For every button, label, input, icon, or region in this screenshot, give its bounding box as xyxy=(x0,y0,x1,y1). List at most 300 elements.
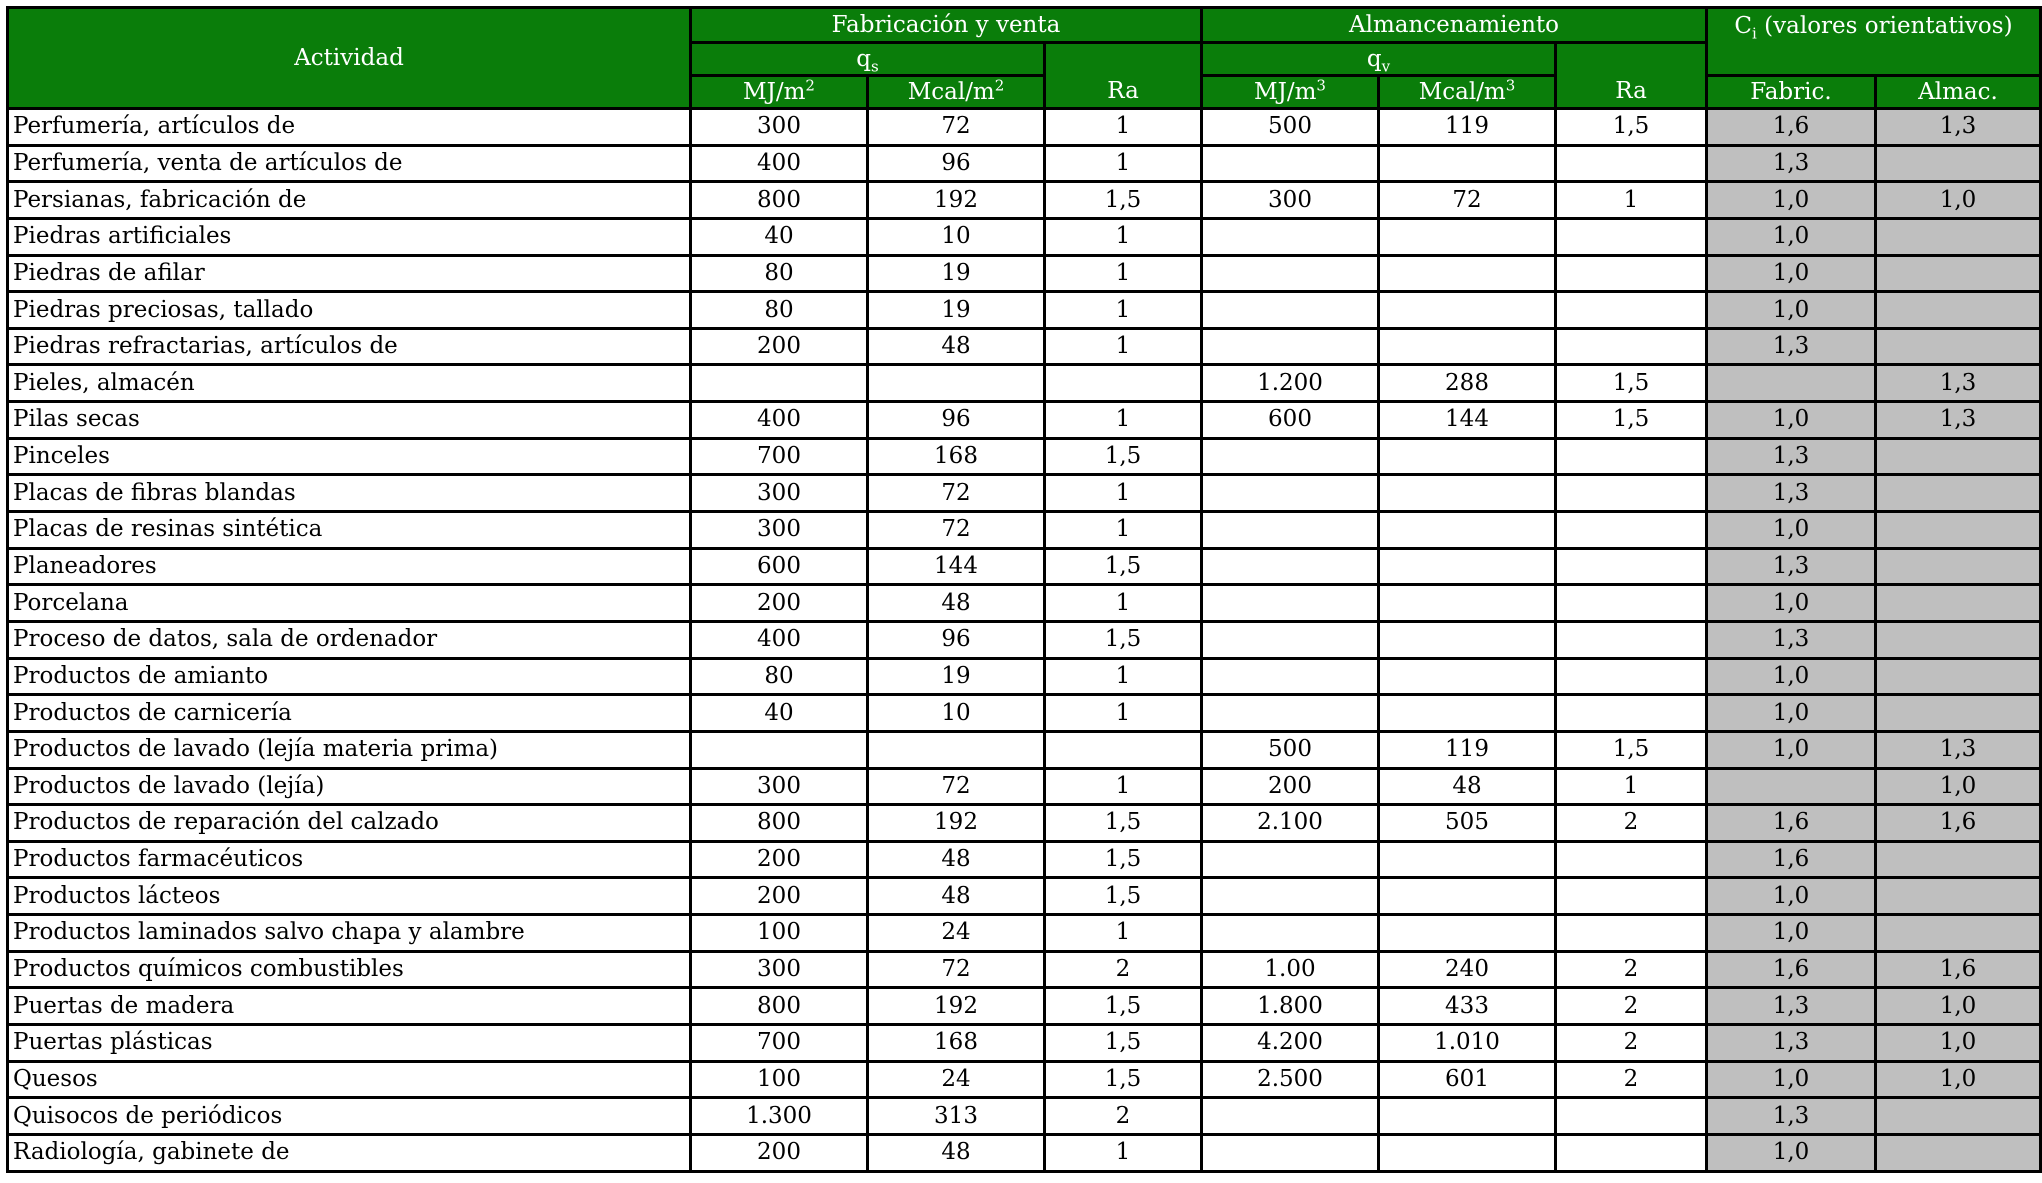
table-row xyxy=(8,255,2041,292)
actividad-cell: Puertas plásticas xyxy=(8,1025,691,1062)
table-row xyxy=(8,548,2041,585)
ci-almac-cell: 1,3 xyxy=(1876,731,2041,768)
table-row xyxy=(8,365,2041,402)
alm-mj-cell xyxy=(1202,475,1379,512)
fab-mj-cell xyxy=(691,731,868,768)
ci-almac-cell: 1,0 xyxy=(1876,1061,2041,1098)
alm-mcal-cell: 72 xyxy=(1379,182,1556,219)
table-body xyxy=(8,109,2041,1172)
fab-mj-cell: 300 xyxy=(691,951,868,988)
ci-fabric-cell: 1,0 xyxy=(1707,915,1876,952)
table-row xyxy=(8,915,2041,952)
fab-ra-cell: 1 xyxy=(1045,402,1202,439)
alm-ra-cell: 2 xyxy=(1556,988,1707,1025)
header-almacenamiento: Almancenamiento xyxy=(1202,8,1707,43)
actividad-cell: Persianas, fabricación de xyxy=(8,182,691,219)
fab-mcal-cell: 24 xyxy=(868,1061,1045,1098)
alm-mcal-cell xyxy=(1379,621,1556,658)
fab-mcal-cell: 10 xyxy=(868,218,1045,255)
alm-mj-cell: 200 xyxy=(1202,768,1379,805)
fab-ra-cell: 1,5 xyxy=(1045,1061,1202,1098)
ci-almac-cell xyxy=(1876,438,2041,475)
alm-mj-cell xyxy=(1202,1134,1379,1171)
fab-mcal-cell: 313 xyxy=(868,1098,1045,1135)
alm-ra-cell: 2 xyxy=(1556,805,1707,842)
fab-mj-cell: 300 xyxy=(691,512,868,549)
alm-ra-cell xyxy=(1556,512,1707,549)
fab-mj-cell: 80 xyxy=(691,255,868,292)
fab-ra-cell: 1,5 xyxy=(1045,438,1202,475)
ci-almac-cell: 1,3 xyxy=(1876,402,2041,439)
alm-ra-cell xyxy=(1556,695,1707,732)
alm-mj-cell xyxy=(1202,1098,1379,1135)
fab-ra-cell: 1 xyxy=(1045,109,1202,146)
ci-fabric-cell: 1,0 xyxy=(1707,585,1876,622)
fab-mj-cell: 200 xyxy=(691,878,868,915)
alm-ra-cell: 2 xyxy=(1556,1025,1707,1062)
ci-almac-cell xyxy=(1876,1098,2041,1135)
alm-mcal-cell xyxy=(1379,328,1556,365)
fab-mcal-cell: 168 xyxy=(868,438,1045,475)
header-qv: $q_v$ xyxy=(1202,43,1556,76)
fab-mcal-cell xyxy=(868,731,1045,768)
fab-mj-cell: 100 xyxy=(691,1061,868,1098)
fab-mj-cell: 80 xyxy=(691,292,868,329)
fab-mj-cell: 400 xyxy=(691,145,868,182)
fab-mj-cell: 300 xyxy=(691,475,868,512)
table-row xyxy=(8,218,2041,255)
alm-mcal-cell xyxy=(1379,878,1556,915)
alm-mj-cell xyxy=(1202,438,1379,475)
actividad-cell: Productos de amianto xyxy=(8,658,691,695)
table-row xyxy=(8,402,2041,439)
alm-ra-cell xyxy=(1556,438,1707,475)
table-row xyxy=(8,292,2041,329)
actividad-cell: Productos de carnicería xyxy=(8,695,691,732)
fab-mj-cell: 40 xyxy=(691,695,868,732)
alm-mcal-cell: 119 xyxy=(1379,109,1556,146)
table-row xyxy=(8,1134,2041,1171)
alm-mcal-cell xyxy=(1379,841,1556,878)
fab-mj-cell: 400 xyxy=(691,621,868,658)
alm-ra-cell: 1,5 xyxy=(1556,731,1707,768)
table-row xyxy=(8,621,2041,658)
ci-fabric-cell: 1,3 xyxy=(1707,328,1876,365)
alm-ra-cell xyxy=(1556,1098,1707,1135)
alm-ra-cell xyxy=(1556,255,1707,292)
fab-ra-cell: 1,5 xyxy=(1045,878,1202,915)
fab-mj-cell: 700 xyxy=(691,1025,868,1062)
fab-mj-cell: 300 xyxy=(691,768,868,805)
table-row xyxy=(8,1061,2041,1098)
fab-mj-cell: 200 xyxy=(691,1134,868,1171)
fab-ra-cell: 1 xyxy=(1045,658,1202,695)
alm-mj-cell xyxy=(1202,218,1379,255)
alm-mcal-cell xyxy=(1379,548,1556,585)
ci-almac-cell: 1,0 xyxy=(1876,988,2041,1025)
ci-fabric-cell: 1,0 xyxy=(1707,218,1876,255)
table-row xyxy=(8,658,2041,695)
fab-mcal-cell: 72 xyxy=(868,109,1045,146)
ci-fabric-cell: 1,0 xyxy=(1707,878,1876,915)
fab-ra-cell xyxy=(1045,731,1202,768)
ci-fabric-cell: 1,3 xyxy=(1707,548,1876,585)
alm-mcal-cell: 505 xyxy=(1379,805,1556,842)
fab-mcal-cell: 19 xyxy=(868,658,1045,695)
fab-ra-cell: 1,5 xyxy=(1045,841,1202,878)
fab-ra-cell: 1,5 xyxy=(1045,988,1202,1025)
alm-ra-cell: 2 xyxy=(1556,951,1707,988)
fab-ra-cell xyxy=(1045,365,1202,402)
ci-fabric-cell: 1,6 xyxy=(1707,109,1876,146)
ci-fabric-cell: 1,0 xyxy=(1707,255,1876,292)
header-ci-fabric: Fabric. xyxy=(1707,76,1876,109)
table-row xyxy=(8,988,2041,1025)
fab-mcal-cell: 19 xyxy=(868,292,1045,329)
ci-fabric-cell: 1,3 xyxy=(1707,621,1876,658)
alm-ra-cell xyxy=(1556,548,1707,585)
actividad-cell: Quesos xyxy=(8,1061,691,1098)
actividad-cell: Piedras artificiales xyxy=(8,218,691,255)
fab-ra-cell: 1 xyxy=(1045,292,1202,329)
alm-ra-cell xyxy=(1556,328,1707,365)
header-mj-m3: $MJ/m^3$ xyxy=(1202,76,1379,109)
ci-almac-cell xyxy=(1876,585,2041,622)
alm-ra-cell xyxy=(1556,218,1707,255)
actividad-cell: Porcelana xyxy=(8,585,691,622)
ci-fabric-cell: 1,0 xyxy=(1707,402,1876,439)
alm-mcal-cell: 240 xyxy=(1379,951,1556,988)
table-row xyxy=(8,768,2041,805)
alm-mcal-cell xyxy=(1379,1134,1556,1171)
alm-mj-cell: 500 xyxy=(1202,109,1379,146)
header-ra-almacenamiento: Ra xyxy=(1556,43,1707,109)
actividad-cell: Piedras refractarias, artículos de xyxy=(8,328,691,365)
alm-mj-cell xyxy=(1202,695,1379,732)
alm-mcal-cell: 433 xyxy=(1379,988,1556,1025)
alm-mj-cell xyxy=(1202,328,1379,365)
ci-fabric-cell: 1,0 xyxy=(1707,512,1876,549)
alm-mj-cell xyxy=(1202,548,1379,585)
ci-fabric-cell: 1,0 xyxy=(1707,731,1876,768)
ci-almac-cell xyxy=(1876,878,2041,915)
table-row xyxy=(8,695,2041,732)
fab-mcal-cell: 192 xyxy=(868,805,1045,842)
table-row xyxy=(8,328,2041,365)
fab-mj-cell: 300 xyxy=(691,109,868,146)
table-row xyxy=(8,475,2041,512)
actividad-cell: Placas de fibras blandas xyxy=(8,475,691,512)
alm-mcal-cell xyxy=(1379,1098,1556,1135)
alm-ra-cell: 2 xyxy=(1556,1061,1707,1098)
ci-almac-cell xyxy=(1876,328,2041,365)
ci-almac-cell: 1,3 xyxy=(1876,365,2041,402)
table-row xyxy=(8,182,2041,219)
ci-almac-cell xyxy=(1876,915,2041,952)
alm-mj-cell: 1.800 xyxy=(1202,988,1379,1025)
header-actividad: Actividad xyxy=(8,8,691,109)
ci-fabric-cell: 1,3 xyxy=(1707,145,1876,182)
fab-mcal-cell: 48 xyxy=(868,1134,1045,1171)
header-ci-almac: Almac. xyxy=(1876,76,2041,109)
ci-fabric-cell: 1,6 xyxy=(1707,951,1876,988)
alm-ra-cell xyxy=(1556,585,1707,622)
header-mcal-m2: Mcal/$m^2$ xyxy=(868,76,1045,109)
actividad-cell: Piedras preciosas, tallado xyxy=(8,292,691,329)
alm-mj-cell xyxy=(1202,145,1379,182)
fab-mj-cell: 400 xyxy=(691,402,868,439)
fab-ra-cell: 1 xyxy=(1045,145,1202,182)
header-ci: $C_i$ (valores orientativos) xyxy=(1707,8,2041,76)
header-mcal-m3: Mcal/$m^3$ xyxy=(1379,76,1556,109)
alm-mcal-cell xyxy=(1379,255,1556,292)
fab-mj-cell: 1.300 xyxy=(691,1098,868,1135)
alm-mj-cell: 500 xyxy=(1202,731,1379,768)
fab-mj-cell: 200 xyxy=(691,585,868,622)
alm-mcal-cell xyxy=(1379,695,1556,732)
table-row xyxy=(8,145,2041,182)
fab-mj-cell: 100 xyxy=(691,915,868,952)
actividad-cell: Productos de lavado (lejía materia prima) xyxy=(8,731,691,768)
alm-mcal-cell xyxy=(1379,145,1556,182)
fab-ra-cell: 1 xyxy=(1045,512,1202,549)
ci-fabric-cell: 1,0 xyxy=(1707,1061,1876,1098)
ci-almac-cell xyxy=(1876,695,2041,732)
fab-mcal-cell xyxy=(868,365,1045,402)
alm-ra-cell: 1 xyxy=(1556,768,1707,805)
alm-mcal-cell xyxy=(1379,915,1556,952)
fab-mcal-cell: 48 xyxy=(868,585,1045,622)
fab-ra-cell: 1 xyxy=(1045,1134,1202,1171)
alm-mj-cell xyxy=(1202,915,1379,952)
fab-ra-cell: 1 xyxy=(1045,218,1202,255)
alm-ra-cell: 1,5 xyxy=(1556,402,1707,439)
actividad-cell: Proceso de datos, sala de ordenador xyxy=(8,621,691,658)
actividad-cell: Quisocos de periódicos xyxy=(8,1098,691,1135)
alm-mj-cell: 300 xyxy=(1202,182,1379,219)
alm-ra-cell xyxy=(1556,475,1707,512)
ci-almac-cell xyxy=(1876,292,2041,329)
ci-almac-cell xyxy=(1876,841,2041,878)
ci-fabric-cell: 1,3 xyxy=(1707,1025,1876,1062)
fab-mcal-cell: 192 xyxy=(868,182,1045,219)
fab-mj-cell: 700 xyxy=(691,438,868,475)
alm-mj-cell xyxy=(1202,292,1379,329)
fab-ra-cell: 1 xyxy=(1045,695,1202,732)
alm-mcal-cell: 48 xyxy=(1379,768,1556,805)
fab-mj-cell: 40 xyxy=(691,218,868,255)
alm-mj-cell: 2.500 xyxy=(1202,1061,1379,1098)
fab-mj-cell: 800 xyxy=(691,988,868,1025)
actividad-cell: Productos de reparación del calzado xyxy=(8,805,691,842)
fab-ra-cell: 1 xyxy=(1045,768,1202,805)
ci-fabric-cell xyxy=(1707,768,1876,805)
alm-mj-cell xyxy=(1202,621,1379,658)
ci-fabric-cell: 1,0 xyxy=(1707,292,1876,329)
ci-almac-cell xyxy=(1876,621,2041,658)
actividad-cell: Piedras de afilar xyxy=(8,255,691,292)
ci-almac-cell xyxy=(1876,255,2041,292)
ci-fabric-cell: 1,3 xyxy=(1707,988,1876,1025)
ci-almac-cell xyxy=(1876,658,2041,695)
ci-fabric-cell xyxy=(1707,365,1876,402)
fab-ra-cell: 1,5 xyxy=(1045,621,1202,658)
actividad-cell: Pieles, almacén xyxy=(8,365,691,402)
ci-fabric-cell: 1,0 xyxy=(1707,695,1876,732)
alm-mcal-cell xyxy=(1379,292,1556,329)
ci-almac-cell: 1,0 xyxy=(1876,768,2041,805)
alm-mcal-cell: 288 xyxy=(1379,365,1556,402)
ci-fabric-cell: 1,3 xyxy=(1707,1098,1876,1135)
alm-mcal-cell xyxy=(1379,218,1556,255)
ci-almac-cell: 1,6 xyxy=(1876,805,2041,842)
ci-fabric-cell: 1,0 xyxy=(1707,1134,1876,1171)
actividad-cell: Productos laminados salvo chapa y alambre xyxy=(8,915,691,952)
alm-ra-cell xyxy=(1556,1134,1707,1171)
ci-fabric-cell: 1,6 xyxy=(1707,805,1876,842)
alm-ra-cell xyxy=(1556,621,1707,658)
table-row xyxy=(8,512,2041,549)
alm-mcal-cell xyxy=(1379,475,1556,512)
alm-mcal-cell: 119 xyxy=(1379,731,1556,768)
ci-almac-cell xyxy=(1876,218,2041,255)
actividad-cell: Perfumería, venta de artículos de xyxy=(8,145,691,182)
table-row xyxy=(8,805,2041,842)
alm-mj-cell xyxy=(1202,841,1379,878)
alm-mcal-cell xyxy=(1379,585,1556,622)
fab-mj-cell: 80 xyxy=(691,658,868,695)
alm-mcal-cell xyxy=(1379,438,1556,475)
alm-mj-cell xyxy=(1202,255,1379,292)
actividad-cell: Placas de resinas sintética xyxy=(8,512,691,549)
fab-mcal-cell: 96 xyxy=(868,145,1045,182)
fab-ra-cell: 2 xyxy=(1045,1098,1202,1135)
fab-ra-cell: 1 xyxy=(1045,328,1202,365)
ci-almac-cell xyxy=(1876,512,2041,549)
alm-mj-cell: 1.00 xyxy=(1202,951,1379,988)
ci-almac-cell: 1,0 xyxy=(1876,182,2041,219)
fab-ra-cell: 1 xyxy=(1045,915,1202,952)
ci-almac-cell: 1,6 xyxy=(1876,951,2041,988)
table-row xyxy=(8,109,2041,146)
fab-mcal-cell: 24 xyxy=(868,915,1045,952)
alm-mcal-cell xyxy=(1379,658,1556,695)
table-row xyxy=(8,841,2041,878)
header-ra-fabricacion: Ra xyxy=(1045,43,1202,109)
ci-fabric-cell: 1,6 xyxy=(1707,841,1876,878)
alm-mj-cell: 600 xyxy=(1202,402,1379,439)
alm-mcal-cell xyxy=(1379,512,1556,549)
table-row xyxy=(8,878,2041,915)
fab-mj-cell: 200 xyxy=(691,328,868,365)
fab-mj-cell: 200 xyxy=(691,841,868,878)
ci-almac-cell: 1,3 xyxy=(1876,109,2041,146)
actividad-cell: Planeadores xyxy=(8,548,691,585)
fab-mcal-cell: 192 xyxy=(868,988,1045,1025)
fab-mj-cell: 600 xyxy=(691,548,868,585)
actividad-cell: Perfumería, artículos de xyxy=(8,109,691,146)
fab-ra-cell: 2 xyxy=(1045,951,1202,988)
fab-mcal-cell: 72 xyxy=(868,951,1045,988)
alm-mcal-cell: 144 xyxy=(1379,402,1556,439)
fab-mcal-cell: 168 xyxy=(868,1025,1045,1062)
fire-load-table xyxy=(6,6,2042,1173)
alm-ra-cell: 1,5 xyxy=(1556,365,1707,402)
actividad-cell: Pilas secas xyxy=(8,402,691,439)
fab-mcal-cell: 72 xyxy=(868,768,1045,805)
actividad-cell: Productos químicos combustibles xyxy=(8,951,691,988)
fab-ra-cell: 1 xyxy=(1045,255,1202,292)
table-row xyxy=(8,1025,2041,1062)
ci-almac-cell: 1,0 xyxy=(1876,1025,2041,1062)
header-fabricacion-venta: Fabricación y venta xyxy=(691,8,1202,43)
table-row xyxy=(8,731,2041,768)
alm-ra-cell: 1 xyxy=(1556,182,1707,219)
alm-ra-cell: 1,5 xyxy=(1556,109,1707,146)
fab-mcal-cell: 48 xyxy=(868,878,1045,915)
alm-mcal-cell: 601 xyxy=(1379,1061,1556,1098)
fab-ra-cell: 1,5 xyxy=(1045,805,1202,842)
alm-mj-cell: 4.200 xyxy=(1202,1025,1379,1062)
ci-almac-cell xyxy=(1876,475,2041,512)
ci-almac-cell xyxy=(1876,548,2041,585)
table-row xyxy=(8,1098,2041,1135)
fab-ra-cell: 1 xyxy=(1045,475,1202,512)
fab-mj-cell xyxy=(691,365,868,402)
fab-mcal-cell: 10 xyxy=(868,695,1045,732)
ci-fabric-cell: 1,3 xyxy=(1707,438,1876,475)
actividad-cell: Productos lácteos xyxy=(8,878,691,915)
ci-almac-cell xyxy=(1876,145,2041,182)
alm-ra-cell xyxy=(1556,658,1707,695)
actividad-cell: Puertas de madera xyxy=(8,988,691,1025)
fab-mj-cell: 800 xyxy=(691,182,868,219)
ci-fabric-cell: 1,0 xyxy=(1707,658,1876,695)
fab-mcal-cell: 48 xyxy=(868,328,1045,365)
fab-ra-cell: 1,5 xyxy=(1045,1025,1202,1062)
header-qs: $q_s$ xyxy=(691,43,1045,76)
fab-mcal-cell: 19 xyxy=(868,255,1045,292)
alm-ra-cell xyxy=(1556,145,1707,182)
table-row xyxy=(8,438,2041,475)
fab-mj-cell: 800 xyxy=(691,805,868,842)
alm-mj-cell: 2.100 xyxy=(1202,805,1379,842)
table-row xyxy=(8,585,2041,622)
fab-mcal-cell: 72 xyxy=(868,475,1045,512)
ci-fabric-cell: 1,3 xyxy=(1707,475,1876,512)
alm-mcal-cell: 1.010 xyxy=(1379,1025,1556,1062)
header-mj-m2: $MJ/m^2$ xyxy=(691,76,868,109)
ci-almac-cell xyxy=(1876,1134,2041,1171)
fab-ra-cell: 1,5 xyxy=(1045,182,1202,219)
alm-ra-cell xyxy=(1556,841,1707,878)
fab-mcal-cell: 72 xyxy=(868,512,1045,549)
fab-mcal-cell: 96 xyxy=(868,621,1045,658)
actividad-cell: Productos farmacéuticos xyxy=(8,841,691,878)
fab-mcal-cell: 48 xyxy=(868,841,1045,878)
fab-ra-cell: 1 xyxy=(1045,585,1202,622)
table-row xyxy=(8,951,2041,988)
alm-ra-cell xyxy=(1556,878,1707,915)
alm-mj-cell: 1.200 xyxy=(1202,365,1379,402)
alm-mj-cell xyxy=(1202,512,1379,549)
alm-mj-cell xyxy=(1202,658,1379,695)
actividad-cell: Radiología, gabinete de xyxy=(8,1134,691,1171)
actividad-cell: Pinceles xyxy=(8,438,691,475)
alm-mj-cell xyxy=(1202,585,1379,622)
fab-mcal-cell: 96 xyxy=(868,402,1045,439)
alm-ra-cell xyxy=(1556,915,1707,952)
